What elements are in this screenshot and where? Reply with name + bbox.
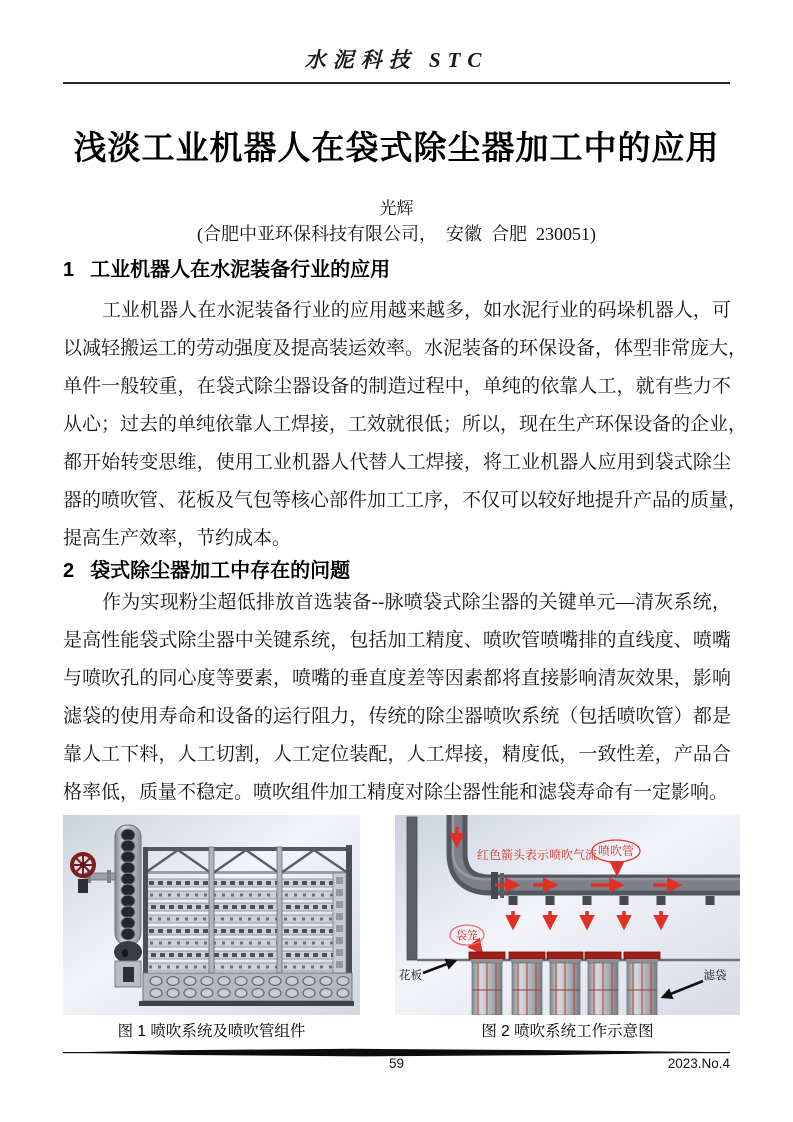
section-2-title: 袋式除尘器加工中存在的问题	[90, 560, 351, 582]
figure-1-blowing-system-image	[63, 815, 360, 1015]
left-wall	[407, 817, 417, 960]
filter-bag-label: 滤袋	[703, 970, 727, 982]
body-line: 滤袋的使用寿命和设备的运行阻力，传统的除尘器喷吹系统（包括喷吹管）都是	[63, 706, 731, 727]
author-affiliation: (合肥中亚环保科技有限公司， 安徽 合肥 230051)	[197, 224, 596, 244]
journal-title: 水泥科技 STC	[304, 48, 489, 72]
filter-bags	[469, 952, 660, 1015]
body-line: 作为实现粉尘超低排放首选装备--脉喷袋式除尘器的关键单元—清灰系统，	[101, 592, 731, 613]
page-number: 59	[388, 1056, 405, 1071]
figure-2-caption: 图 2 喷吹系统工作示意图	[481, 1023, 654, 1040]
figure-2-drawing	[395, 815, 740, 1015]
body-line: 以减轻搬运工的劳动强度及提高装运效率。水泥装备的环保设备，体型非常庞大，	[63, 338, 748, 359]
section-1-heading	[63, 255, 731, 285]
blow-pipe-label: 喷吹管	[597, 844, 635, 858]
section-1-paragraph	[63, 292, 748, 558]
figure-1-caption: 图 1 喷吹系统及喷吹管组件	[117, 1023, 306, 1040]
section-2-heading	[63, 556, 731, 586]
body-line: 与喷吹孔的同心度等要素，喷嘴的垂直度差等因素都将直接影响清灰效果，影响	[63, 668, 731, 689]
body-line: 靠人工下料，人工切割，人工定位装配，人工焊接，精度低，一致性差，产品合	[63, 744, 731, 765]
tube-sheet-label: 花板	[399, 970, 422, 982]
body-line: 提高生产效率，节约成本。	[63, 528, 292, 549]
body-line: 单件一般较重，在袋式除尘器设备的制造过程中，单纯的依靠人工，就有些力不	[63, 376, 731, 397]
article-title: 浅淡工业机器人在袋式除尘器加工中的应用	[73, 129, 720, 166]
bag-cage-label: 袋笼	[456, 930, 478, 942]
body-line: 工业机器人在水泥装备行业的应用越来越多，如水泥行业的码垛机器人，可	[101, 300, 731, 321]
header-rule	[63, 82, 730, 84]
body-line: 格率低，质量不稳定。喷吹组件加工精度对除尘器性能和滤袋寿命有一定影响。	[63, 782, 729, 803]
body-line: 都开始转变思维，使用工业机器人代替人工焊接，将工业机器人应用到袋式除尘	[63, 452, 731, 473]
section-1-number: 1	[63, 259, 75, 281]
air-tank	[114, 825, 142, 987]
figure-2-working-diagram-image	[395, 815, 740, 1015]
footer-rule	[63, 1045, 730, 1055]
airflow-note-label: 红色箭头表示喷吹气流	[477, 848, 598, 862]
issue-label: 2023.No.4	[667, 1056, 730, 1071]
section-2-paragraph	[63, 584, 731, 812]
body-line: 是高性能袋式除尘器中关键系统，包括加工精度、喷吹管喷嘴排的直线度、喷嘴	[63, 630, 731, 651]
figure-1-drawing	[63, 815, 360, 1015]
section-1-title: 工业机器人在水泥装备行业的应用	[90, 259, 391, 281]
body-line: 器的喷吹管、花板及气包等核心部件加工工序，不仅可以较好地提升产品的质量，	[63, 490, 748, 511]
body-line: 从心；过去的单纯依靠人工焊接，工效就很低；所以，现在生产环保设备的企业，	[63, 414, 748, 435]
author-name: 光辉	[379, 199, 414, 218]
section-2-number: 2	[63, 560, 75, 582]
